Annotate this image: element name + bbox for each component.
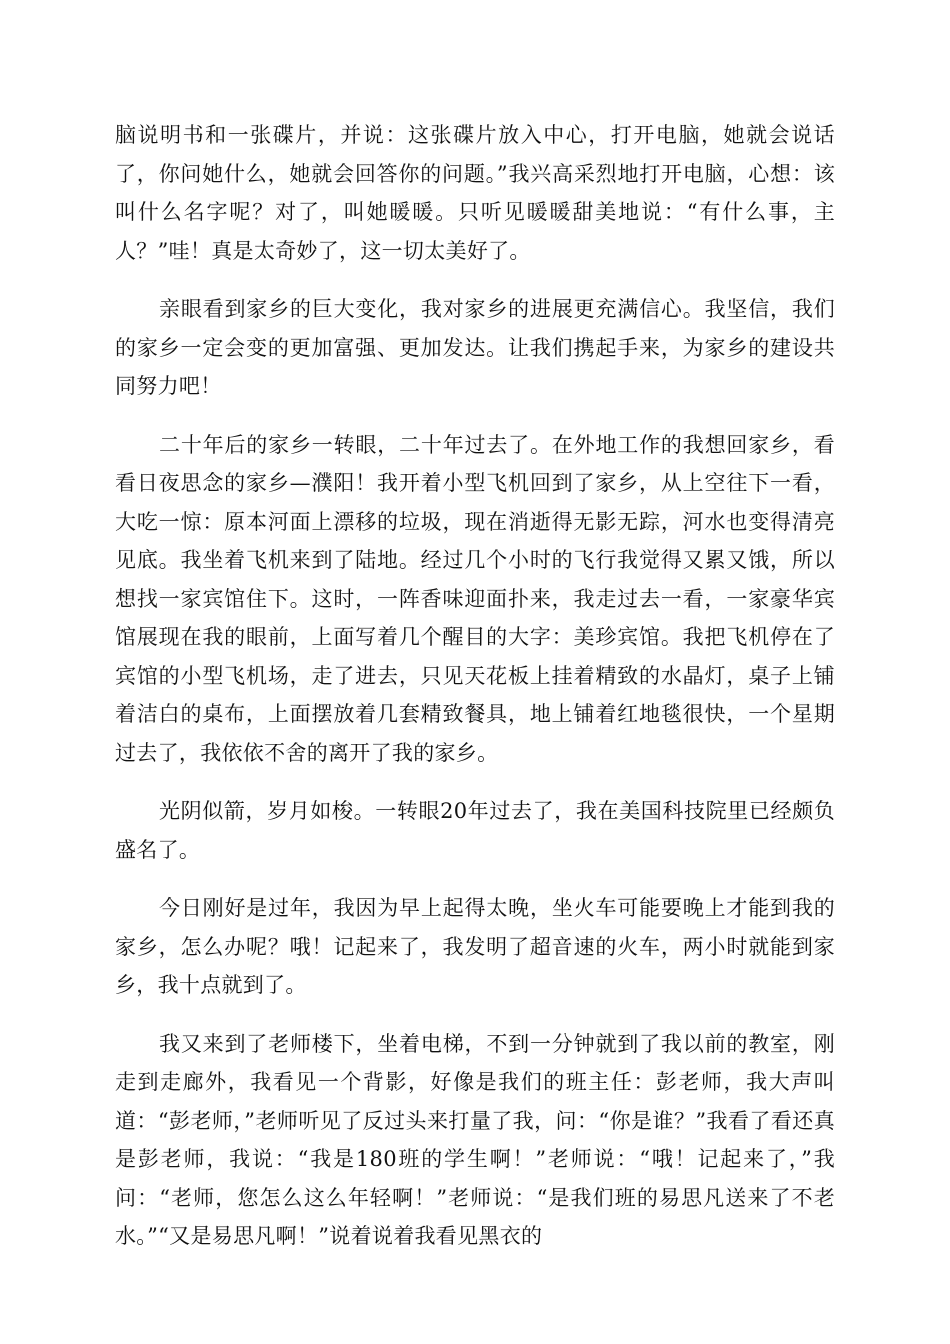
paragraph: 亲眼看到家乡的巨大变化，我对家乡的进展更充满信心。我坚信，我们的家乡一定会变的更加富强、更加发达。让我们携起手来，为家乡的建设共同努力吧！ — [115, 297, 835, 398]
document-body — [115, 116, 835, 1276]
paragraph: 我又来到了老师楼下，坐着电梯，不到一分钟就到了我以前的教室，刚走到走廊外，我看见一个背影，好像是我们的班主任：彭老师，我大声叫道：“彭老师，”老师听见了反过头来打量了我，问：“你是谁？”我看了看还真是彭老师，我说：“我是180班的学生啊！”老师说：“哦！记起来了，”我问：“老师，您怎么这么年轻啊！”老师说：“是我们班的易思凡送来了不老水。”“又是易思凡啊！”说着说着我看见黑衣的 — [115, 1031, 835, 1248]
paragraph: 今日刚好是过年，我因为早上起得太晚，坐火车可能要晚上才能到我的家乡，怎么办呢？哦！记起来了，我发明了超音速的火车，两小时就能到家乡，我十点就到了。 — [115, 896, 835, 997]
paragraph: 二十年后的家乡一转眼，二十年过去了。在外地工作的我想回家乡，看看日夜思念的家乡—濮阳！我开着小型飞机回到了家乡，从上空往下一看，大吃一惊：原本河面上漂移的垃圾，现在消逝得无影无踪，河水也变得清亮见底。我坐着飞机来到了陆地。经过几个小时的飞行我觉得又累又饿，所以想找一家宾馆住下。这时，一阵香味迎面扑来，我走过去一看，一家豪华宾馆展现在我的眼前，上面写着几个醒目的大字：美珍宾馆。我把飞机停在了宾馆的小型飞机场，走了进去，只见天花板上挂着精致的水晶灯，桌子上铺着洁白的桌布，上面摆放着几套精致餐具，地上铺着红地毯很快，一个星期过去了，我依依不舍的离开了我的家乡。 — [115, 432, 835, 765]
paragraph-continuation: 脑说明书和一张碟片，并说：这张碟片放入中心，打开电脑，她就会说话了，你问她什么，她就会回答你的问题。”我兴高采烈地打开电脑，心想：该叫什么名字呢？对了，叫她暖暖。只听见暖暖甜美地说：“有什么事，主人？”哇！真是太奇妙了，这一切太美好了。 — [115, 123, 835, 263]
paragraph: 光阴似箭，岁月如梭。一转眼20年过去了，我在美国科技院里已经颇负盛名了。 — [115, 799, 835, 862]
